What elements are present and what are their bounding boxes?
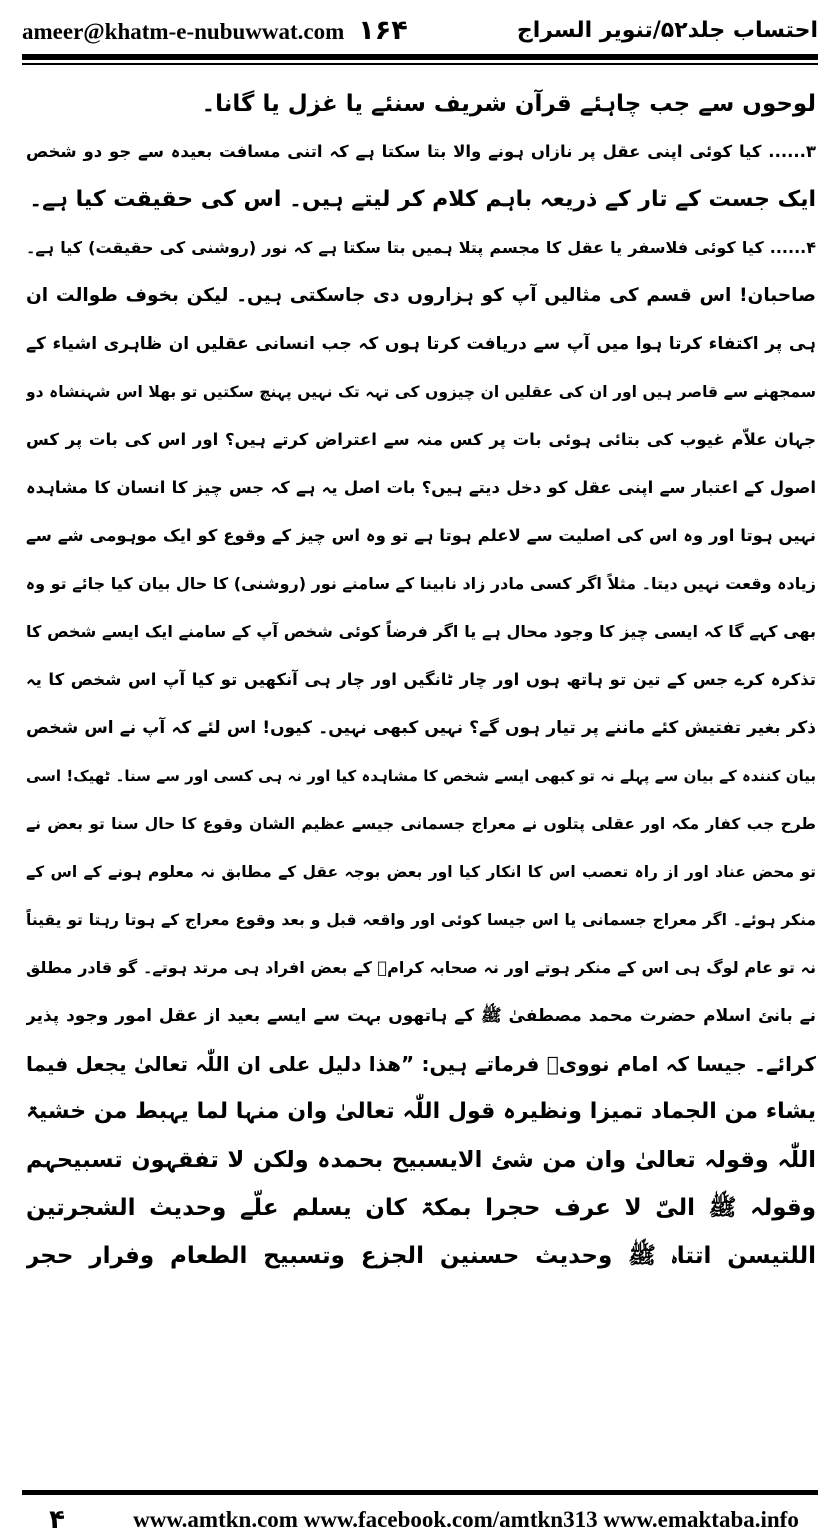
- text-line: تذکرہ کرے جس کے تین تو ہاتھ ہوں اور چار ٹانگیں اور چار ہی آنکھیں تو کیا آپ اس شخص کا یہ: [26, 670, 816, 689]
- body-text: [26, 80, 816, 1280]
- book-title: احتساب جلد۵۲/تنویر السراج: [516, 17, 818, 43]
- text-line: ہی پر اکتفاء کرتا ہوا میں آپ سے دریافت کرتا ہوں کہ جب انسانی عقلیں ان ظاہری اشیاء کے: [26, 334, 816, 354]
- page-number: ۱۶۴: [358, 14, 408, 46]
- text-line: نہیں ہوتا اور وہ اس کی اصلیت سے لاعلم ہوتا ہے تو وہ اس چیز کے وقوع کو ایک موہومی شے سے: [26, 526, 816, 545]
- text-line: بھی کہے گا کہ ایسی چیز کا وجود محال ہے یا اگر فرضاً کوئی شخص آپ کے سامنے ایک ایسے شخص کا: [26, 622, 816, 641]
- text-line: سمجھنے سے قاصر ہیں اور ان کی عقلیں ان چیزوں کی تہہ تک نہیں پہنچ سکتیں تو بھلا اس شہنشاہ دو: [26, 383, 816, 401]
- header-email: ameer@khatm-e-nubuwwat.com: [22, 18, 345, 44]
- text-line: طرح جب کفار مکہ اور عقلی پتلوں نے معراج جسمانی جیسے عظیم الشان وقوع کا حال سنا تو بعض نے: [26, 815, 816, 833]
- text-line: اصول کے اعتبار سے اپنی عقل کو دخل دیتے ہیں؟ بات اصل یہ ہے کہ جس چیز کا انسان کا مشاہدہ: [26, 478, 816, 497]
- page-header: [22, 10, 818, 50]
- text-line: یشاء من الجماد تمیزا ونظیرہ قول اللّٰہ تعالیٰ وان منہا لما یہبط من خشیۃ: [26, 1099, 816, 1124]
- text-line: نہ تو عام لوگ ہی اس کے منکر ہوتے اور نہ صحابہ کرامؓ کے بعض افراد ہی مرتد ہوتے۔ گو قادر مطلق: [26, 958, 816, 977]
- text-line: منکر ہوئے۔ اگر معراج جسمانی یا اس جیسا کوئی اور واقعہ قبل و بعد وقوع معراج کے ہوتا رہتا تو یقیناً: [26, 911, 816, 929]
- text-line: زیادہ وقعت نہیں دیتا۔ مثلاً اگر کسی مادر زاد نابینا کے سامنے نور (روشنی) کا حال بیان کیا جائے تو وہ: [26, 574, 816, 593]
- header-left: [22, 15, 408, 46]
- text-line: ذکر بغیر تفتیش کئے ماننے پر تیار ہوں گے؟ نہیں کبھی نہیں۔ کیوں! اس لئے کہ آپ نے اس شخص: [26, 718, 816, 738]
- header-rule-thick: [22, 54, 818, 60]
- text-line: بیان کنندہ کے بیان سے پہلے نہ تو کبھی ایسے شخص کا مشاہدہ کیا اور نہ ہی کسی اور سے سنا۔ ٹھیک! اسی: [26, 767, 816, 785]
- text-line: لوحوں سے جب چاہئے قرآن شریف سنئے یا غزل یا گانا۔: [201, 91, 816, 117]
- header-rule-thin: [22, 63, 818, 65]
- text-line: ۴...... کیا کوئی فلاسفر یا عقل کا مجسم پتلا ہمیں بتا سکتا ہے کہ نور (روشنی کی حقیقت) کیا ہے۔: [26, 238, 816, 257]
- text-line: اللتیسن اتتاہ ﷺ وحدیث حسنین الجزع وتسبیح الطعام وفرار حجر: [26, 1243, 816, 1269]
- text-line: ایک جست کے تار کے ذریعہ باہم کلام کر لیتے ہیں۔ اس کی حقیقت کیا ہے۔: [29, 187, 816, 212]
- text-line: تو محض عناد اور از راہ تعصب اس کا انکار کیا اور بعض بوجہ عقل کے مطابق نہ معلوم ہونے کے اس کے: [26, 863, 816, 881]
- text-line: نے بانئ اسلام حضرت محمد مصطفیٰ ﷺ کے ہاتھوں بہت سے ایسے بعید از عقل امور وجود پذیر: [26, 1006, 816, 1026]
- text-line: وقولہ ﷺ الیّ لا عرف حجرا بمکۃ کان یسلم علّے وحدیث الشجرتین: [26, 1195, 816, 1221]
- sheet-number: ۴: [49, 1505, 65, 1535]
- text-line: کرائے۔ جیسا کہ امام نوویؒ فرماتے ہیں: ”ھذا دلیل علی ان اللّٰہ تعالیٰ یجعل فیما: [26, 1052, 816, 1076]
- text-line: ۳...... کیا کوئی اپنی عقل پر نازاں ہونے والا بتا سکتا ہے کہ اتنی مسافت بعیدہ سے جو دو شخص: [26, 142, 816, 161]
- text-line: اللّٰہ وقولہ تعالیٰ وان من شئ الایسبیح بحمدہ ولکن لا تفقہون تسبیحہم: [26, 1147, 816, 1173]
- footer-urls: www.amtkn.com www.facebook.com/amtkn313 www.emaktaba.info: [133, 1507, 799, 1532]
- text-line: جہان علاّم غیوب کی بتائی ہوئی بات پر کس منہ سے اعتراض کرتے ہیں؟ اور اس کی بات پر کس: [26, 430, 816, 449]
- text-line: صاحبان! اس قسم کی مثالیں آپ کو ہزاروں دی جاسکتی ہیں۔ لیکن بخوف طوالت ان: [26, 285, 816, 306]
- page-footer: [22, 1490, 818, 1539]
